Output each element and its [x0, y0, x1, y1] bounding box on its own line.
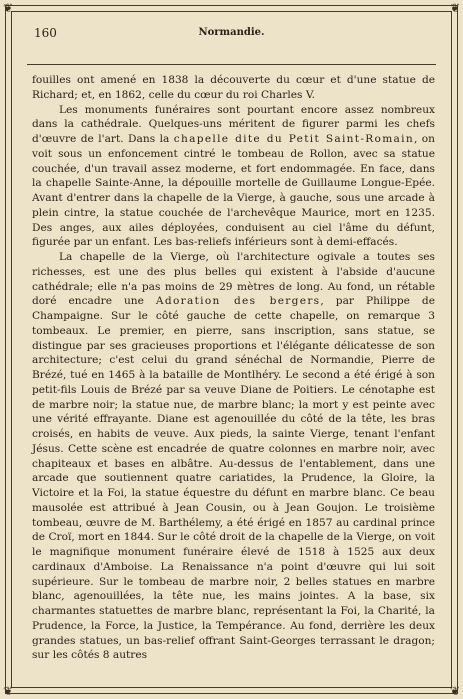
paragraph-2: [32, 103, 435, 251]
corner-ornament-icon: ❦: [2, 684, 14, 698]
paragraph-1: [32, 73, 435, 103]
paragraph-text: , on voit sous un enfoncement cintré le tombeau de Rollon, avec sa statue couchée, d'un travail assez moderne, et fort endommagée. En face, dans la chapelle Sainte-Anne, la dépouille mortelle de Guillaume Longue-Epée. Avant d'entrer dans la chapelle de la Vierge, à gauche, sous une arcade à plein cintre, la statue couchée de l'archevêque Maurice, mort en 1235. Des anges, aux ailes déployées, conduisent au ciel l'âme du défunt, figurée par un enfant. Les bas-reliefs inférieurs sont à demi-effacés.: [32, 133, 436, 249]
paragraph-text: La chapelle de la Vierge, où l'architecture ogivale a toutes ses richesses, est une des plus belles qui existent à l'abside d'aucune cathédrale; elle n'a pas moins de 29 mètres de long. Au fond, un rétable doré encadre une: [32, 251, 435, 308]
corner-ornament-icon: ❦: [2, 1, 14, 15]
paragraph-text: Les monuments funéraires sont pourtant encore assez nombreux dans la cathédrale. Quelques-uns méritent de figurer parmi les chefs d'œuvre de l'art. Dans la: [32, 103, 435, 145]
spaced-emphasis: chapelle dite du Petit Saint-Romain: [173, 133, 414, 145]
corner-ornament-icon: ❦: [449, 1, 461, 15]
page-number: 160: [34, 26, 57, 40]
paragraph-3: [32, 250, 435, 663]
paragraph-text: fouilles ont amené en 1838 la découverte du cœur et d'une statue de Richard; et, en 1862, celle du cœur du roi Charles V.: [32, 74, 435, 101]
spaced-emphasis: Adoration des bergers: [155, 295, 321, 308]
paragraph-text: , par Philippe de Champaigne. Sur le côté gauche de cette chapelle, on remarque 3 tombeaux. Le premier, en pierre, sans inscription, sans statue, se distingue par ses gracieuses proportions et l'élégante délicatesse de son architecture; c'est celui du grand sénéchal de Normandie, Pierre de Brézé, tué en 1465 à la bataille de Montlhéry. Le second a été érigé à son petit-fils Louis de Brézé par sa veuve Diane de Poitiers. Le cénotaphe est de marbre noir; la statue nue, de marbre blanc; la mort y est peinte avec une vérité effrayante. Diane est agenouillée du côté de la tête, les bras croisés, en habits de veuve. Aux pieds, la sainte Vierge, tenant l'enfant Jésus. Cette scène est encadrée de quatre colonnes en marbre noir, avec chapiteaux et bases en albâtre. Au-dessus de l'entablement, dans une arcade que soutiennent quatre cariatides, la Prudence, la Gloire, la Victoire et la Foi, la statue équestre du défunt en marbre blanc. Ce beau mausolée est attribué à Jean Cousin, ou à Jean Goujon. Le troisième tombeau, œuvre de M. Barthélemy, a été érigé en 1857 au cardinal prince de Croï, mort en 1844. Sur le côté droit de la chapelle de la Vierge, on voit le magnifique monument funéraire élevé de 1518 à 1525 aux deux cardinaux d'Amboise. La Renaissance n'a point d'œuvre qui lui soit supérieure. Sur le tombeau de marbre noir, 2 belles statues en marbre blanc, agenouillées, la tête nue, les mains jointes. A la base, six charmantes statuettes de marbre blanc, représentant la Foi, la Charité, la Prudence, la Force, la Justice, la Tempérance. Au fond, derrière les deux grandes statues, un bas-relief offrant Saint-Georges terrassant le dragon; sur les côtés 8 autres: [32, 295, 435, 662]
page-body: [32, 73, 435, 663]
running-title: Normandie.: [198, 27, 265, 38]
page-header: [30, 26, 433, 42]
header-rule: [27, 64, 436, 65]
corner-ornament-icon: ❦: [449, 684, 461, 698]
